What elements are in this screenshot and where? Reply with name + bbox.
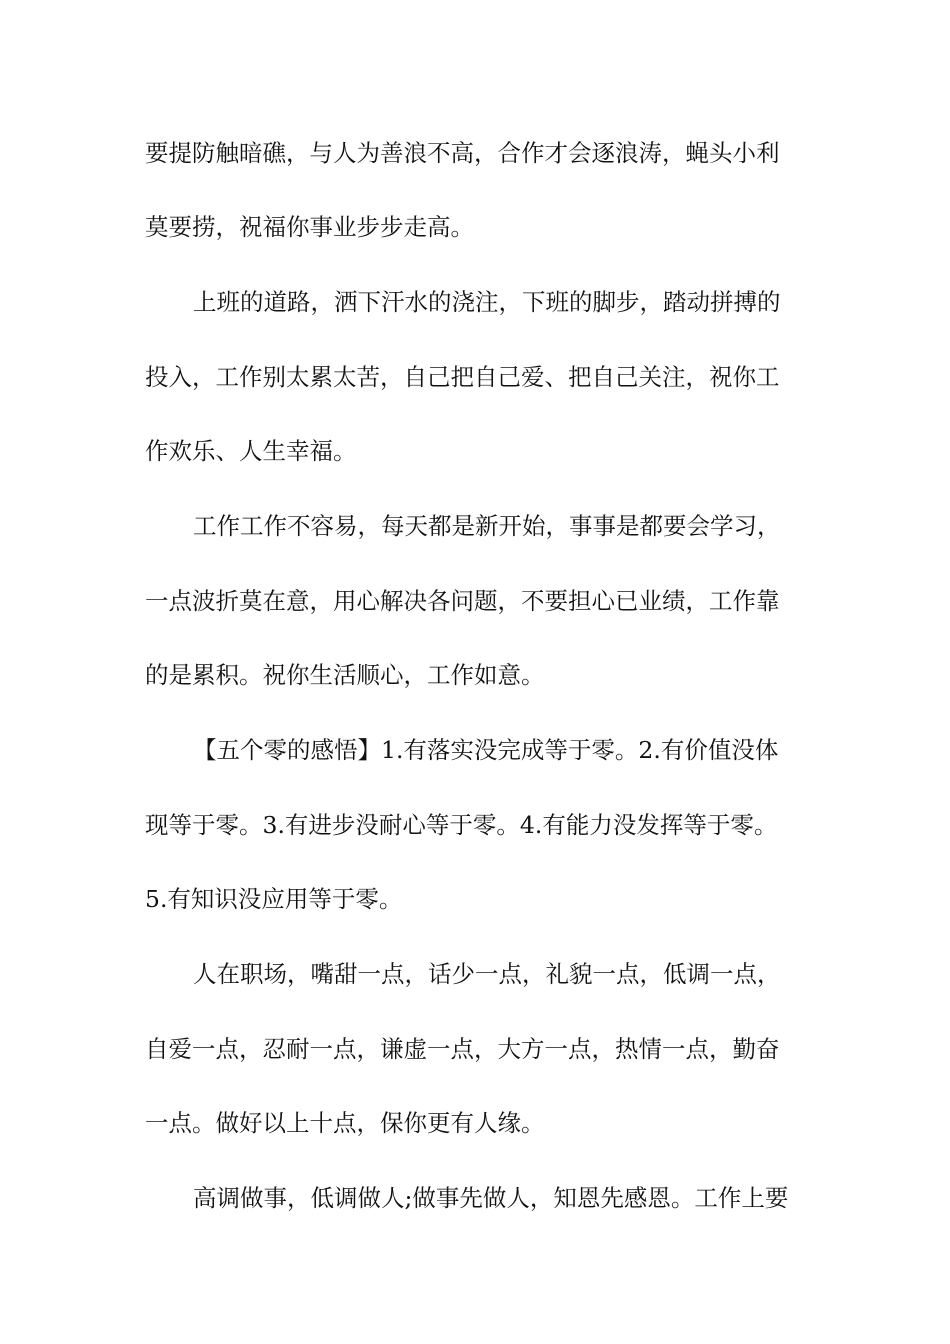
paragraph-line: 高调做事，低调做人;做事先做人，知恩先感恩。工作上要: [193, 1184, 789, 1212]
paragraph-line: 【五个零的感悟】1.有落实没完成等于零。2.有价值没体: [193, 736, 779, 764]
paragraph-line: 现等于零。3.有进步没耐心等于零。4.有能力没发挥等于零。: [145, 811, 778, 839]
paragraph-line: 5.有知识没应用等于零。: [145, 885, 403, 913]
paragraph-line: 上班的道路，洒下汗水的浇注，下班的脚步，踏动拼搏的: [193, 288, 781, 316]
paragraph-line: 自爱一点，忍耐一点，谦虚一点，大方一点，热情一点，勤奋: [145, 1035, 780, 1063]
paragraph-line: 一点。做好以上十点，保你更有人缘。: [145, 1109, 545, 1137]
paragraph-line: 人在职场，嘴甜一点，话少一点，礼貌一点，低调一点，: [193, 960, 781, 988]
paragraph-line: 一点波折莫在意，用心解决各问题，不要担心已业绩，工作靠: [145, 587, 780, 615]
paragraph-line: 要提防触暗礁，与人为善浪不高，合作才会逐浪涛，蝇头小利: [145, 139, 780, 167]
paragraph-line: 莫要捞，祝福你事业步步走高。: [145, 213, 474, 241]
paragraph-line: 的是累积。祝你生活顺心，工作如意。: [145, 661, 545, 689]
paragraph-line: 投入，工作别太累太苦，自己把自己爱、把自己关注，祝你工: [145, 363, 780, 391]
paragraph-line: 工作工作不容易，每天都是新开始，事事是都要会学习，: [193, 512, 781, 540]
paragraph-line: 作欢乐、人生幸福。: [145, 437, 357, 465]
